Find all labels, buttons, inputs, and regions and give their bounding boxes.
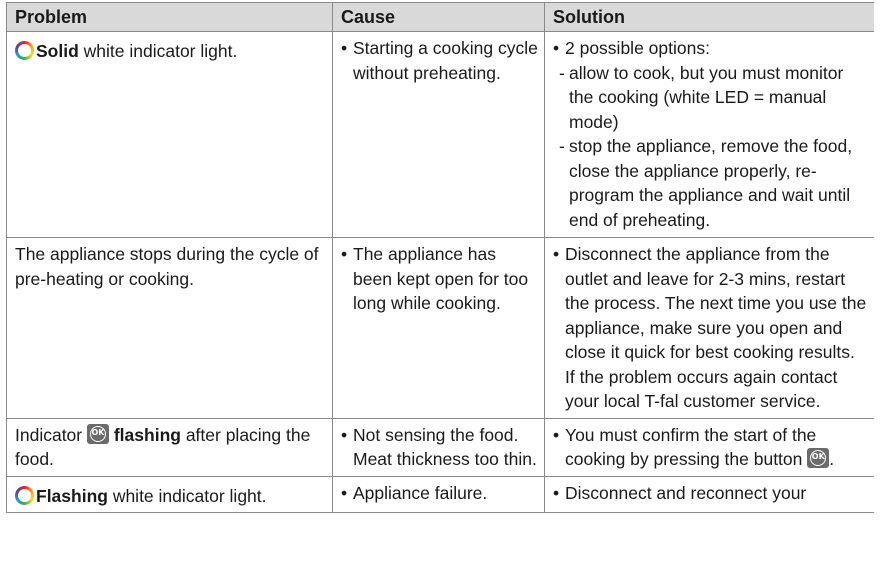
list-item [553,242,868,414]
cause-text: Appliance failure. [353,482,488,503]
solution-cell [545,418,875,476]
list-item [553,61,868,135]
solution-text: Disconnect and reconnect your [565,482,807,503]
problem-cell [7,418,333,476]
cause-text: Starting a cooking cycle without preheating. [353,38,538,83]
table-row [7,476,875,513]
problem-bold: Flashing [36,485,108,506]
solution-option: stop the appliance, remove the food, close the appliance properly, re-program the appliance and wait until end of preheating. [569,136,853,230]
cause-cell [333,238,545,419]
list-item [553,134,868,232]
bullet-icon: • [341,482,348,503]
cause-cell [333,32,545,238]
table-row [7,32,875,238]
ok-button-icon: OK [807,448,829,468]
list-item [341,242,538,316]
troubleshooting-table-container [6,2,874,562]
table-row [7,418,875,476]
problem-text: The appliance stops during the cycle of pre-heating or cooking. [15,244,319,289]
solution-cell [545,476,875,513]
header-cause: Cause [333,3,545,32]
cause-text: Not sensing the food. Meat thickness too thin. [353,424,537,469]
troubleshooting-table [6,2,874,513]
solution-option: allow to cook, but you must monitor the cooking (white LED = manual mode) [569,62,844,132]
solution-cell [545,32,875,238]
problem-text: white indicator light. [107,485,267,506]
list-item [553,481,868,506]
problem-cell [7,238,333,419]
problem-text: after placing the food. [15,424,311,469]
list-item [553,36,868,61]
ok-button-icon: OK [87,424,109,444]
list-item [341,36,538,85]
problem-cell [7,32,333,238]
list-item [341,423,538,472]
bullet-icon: • [341,38,348,58]
list-item [341,481,538,506]
bullet-icon: • [341,424,348,445]
header-problem: Problem [7,3,333,32]
problem-bold: Solid [36,41,79,61]
header-solution: Solution [545,3,875,32]
dash-icon: - [559,62,565,83]
bullet-icon: • [553,244,560,264]
table-row [7,238,875,419]
problem-text: white indicator light. [78,41,238,61]
multicolor-ring-icon [15,486,34,505]
bullet-icon: • [341,244,348,264]
problem-text: Indicator [15,424,87,445]
bullet-icon: • [553,424,560,445]
solution-text: You must confirm the start of the cooking by pressing the button [565,424,817,469]
solution-cell [545,238,875,419]
bullet-icon: • [553,38,560,58]
cause-cell [333,418,545,476]
table-header-row [7,3,875,32]
multicolor-ring-icon [15,41,34,60]
bullet-icon: • [553,482,560,503]
cause-text: The appliance has been kept open for too long while cooking. [353,244,529,313]
list-item: • You must confirm the start of the cooking by pressing the button OK . [553,423,868,472]
problem-bold: flashing [113,424,181,445]
problem-cell [7,476,333,513]
cause-cell [333,476,545,513]
dash-icon: - [559,136,565,156]
solution-text: Disconnect the appliance from the outlet and leave for 2-3 mins, restart the process. The next time you use the appliance, make sure you open and close it quick for best cooking results. If the problem occurs again contact your local T-fal customer service. [565,244,867,411]
solution-intro: 2 possible options: [565,38,710,58]
